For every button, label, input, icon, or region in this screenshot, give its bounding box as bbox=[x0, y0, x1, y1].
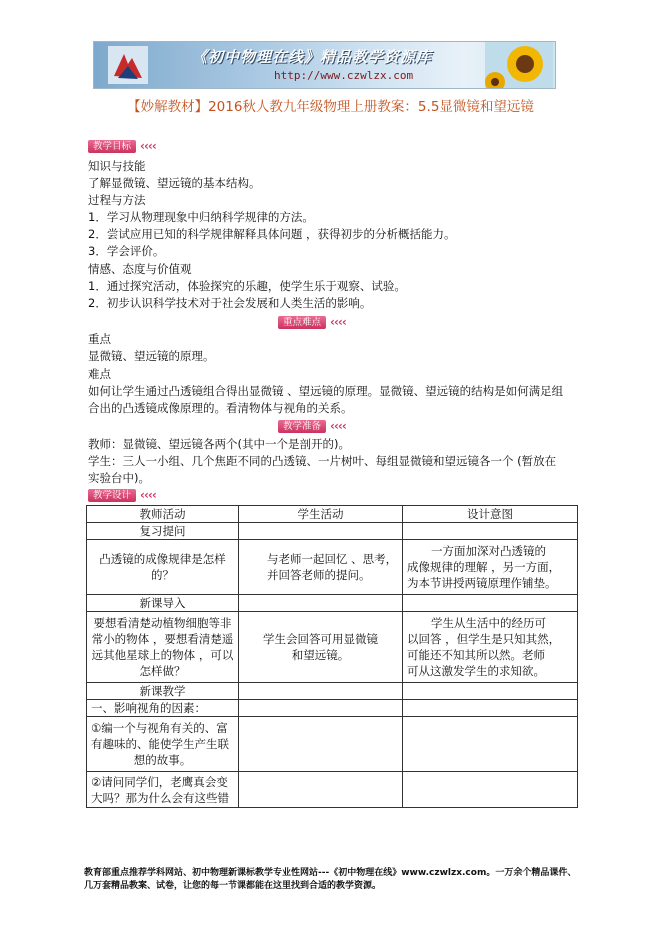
cell-line: ②请问同学们，老鹰真会变 bbox=[91, 774, 228, 789]
cell-line: 怎样做？ bbox=[139, 664, 186, 678]
cell-line: 大吗？那为什么会有这些错 bbox=[91, 790, 229, 805]
document-title: 【妙解教材】2016秋人教九年级物理上册教案：5.5显微镜和望远镜 bbox=[127, 99, 534, 115]
cell-line: 学生从生活中的经历可 bbox=[431, 616, 546, 630]
table-row bbox=[87, 523, 578, 540]
page-footer bbox=[84, 867, 576, 892]
header-banner bbox=[93, 41, 556, 89]
table-row bbox=[87, 595, 578, 612]
subsection-label: 一、影响视角的因素： bbox=[87, 700, 239, 717]
cell-line: 凸透镜的成像规律是怎样 bbox=[99, 552, 226, 566]
section-tag: 教学目标 bbox=[88, 140, 136, 153]
text-line: 3．学会评价。 bbox=[88, 244, 165, 258]
footer-line: 教育部重点推荐学科网站、初中物理新课标教学专业性网站---《初中物理在线》www.czwlzx.com。一万余个精品课件、 bbox=[84, 868, 577, 878]
text-line: 实验台中)。 bbox=[88, 471, 150, 485]
table-row bbox=[87, 700, 578, 717]
text-line: 如何让学生通过凸透镜组合得出显微镜 、望远镜的原理。显微镜、望远镜的结构是如何满足组 bbox=[88, 384, 564, 398]
table-row bbox=[87, 540, 578, 595]
teacher-cell bbox=[87, 717, 239, 772]
cell-line: 远其他星球上的物体 ，可以 bbox=[91, 648, 234, 662]
intent-cell bbox=[403, 612, 578, 683]
cell-line: 要想看清楚动植物细胞等非 bbox=[93, 616, 232, 630]
section-objectives bbox=[88, 140, 156, 153]
heading: 过程与方法 bbox=[88, 193, 146, 207]
text-line: 2．初步认识科学技术对于社会发展和人类生活的影响。 bbox=[88, 296, 372, 310]
student-cell bbox=[239, 540, 403, 595]
teacher-cell bbox=[87, 612, 239, 683]
text-line: 1．通过探究活动，体验探究的乐趣，使学生乐于观察、试验。 bbox=[88, 279, 406, 293]
cell-line: 的？ bbox=[151, 568, 174, 582]
text-line: 1．学习从物理现象中归纳科学规律的方法。 bbox=[88, 210, 314, 224]
section-design bbox=[88, 489, 156, 502]
table-header-row bbox=[87, 506, 578, 523]
text-line: 教师：显微镜、望远镜各两个(其中一个是剖开的)。 bbox=[88, 437, 350, 451]
cell-line: 成像规律的理解 ，另一方面， bbox=[407, 560, 561, 574]
table-row bbox=[87, 612, 578, 683]
student-cell bbox=[239, 612, 403, 683]
banner-title: 《初中物理在线》精品教学资源库 bbox=[192, 48, 433, 66]
sunflower-icon bbox=[485, 42, 553, 88]
table-row bbox=[87, 772, 578, 808]
column-header: 学生活动 bbox=[239, 506, 403, 523]
stage-label: 复习提问 bbox=[87, 523, 239, 540]
banner-url[interactable]: http://www.czwlzx.com bbox=[274, 69, 414, 82]
cell-line: 常小的物体 ，要想看清楚遥 bbox=[91, 632, 234, 646]
chevron-icon: ‹‹‹‹ bbox=[330, 419, 346, 433]
text-line: 学生：三人一小组、几个焦距不同的凸透镜、一片树叶、每组显微镜和望远镜各一个 (暂放在 bbox=[88, 454, 557, 468]
stage-label: 新课导入 bbox=[87, 595, 239, 612]
cell-line: ①编一个与视角有关的、富 bbox=[91, 721, 228, 735]
cell-line: 想的故事。 bbox=[133, 753, 192, 767]
column-header: 设计意图 bbox=[403, 506, 578, 523]
table-row bbox=[87, 683, 578, 700]
cell-line: 和望远镜。 bbox=[291, 648, 350, 662]
cell-line: 可能还不知其所以然。老师 bbox=[407, 648, 545, 662]
text-line: 合出的凸透镜成像原理的。看清物体与视角的关系。 bbox=[88, 401, 353, 415]
section-key-points bbox=[278, 316, 346, 329]
text-line: 显微镜、望远镜的原理。 bbox=[88, 349, 215, 363]
section-preparation bbox=[278, 420, 346, 433]
cell-line: 以回答 ，但学生是只知其然， bbox=[407, 632, 561, 646]
cell-line: 可从这激发学生的求知欲。 bbox=[407, 664, 545, 678]
text-line: 了解显微镜、望远镜的基本结构。 bbox=[88, 176, 261, 190]
heading: 难点 bbox=[88, 367, 111, 381]
chevron-icon: ‹‹‹‹ bbox=[330, 315, 346, 329]
cell-line: 为本节讲授两镜原理作铺垫。 bbox=[407, 576, 557, 590]
text-line: 2．尝试应用已知的科学规律解释具体问题 ，获得初步的分析概括能力。 bbox=[88, 227, 456, 241]
cell-line: 学生会回答可用显微镜 bbox=[263, 632, 378, 646]
section-tag: 教学设计 bbox=[88, 489, 136, 502]
intent-cell bbox=[403, 540, 578, 595]
table-row bbox=[87, 717, 578, 772]
cell-line: 一方面加深对凸透镜的 bbox=[431, 544, 546, 558]
heading: 情感、态度与价值观 bbox=[88, 262, 192, 276]
cell-line: 有趣味的、能使学生产生联 bbox=[91, 737, 229, 751]
stage-label: 新课教学 bbox=[87, 683, 239, 700]
column-header: 教师活动 bbox=[87, 506, 239, 523]
chevron-icon: ‹‹‹‹ bbox=[140, 139, 156, 153]
section-tag: 重点难点 bbox=[278, 316, 326, 329]
footer-line: 几万套精品教案、试卷，让您的每一节课都能在这里找到合适的教学资源。 bbox=[84, 880, 382, 891]
cell-line: 并回答老师的提问。 bbox=[267, 568, 371, 582]
teacher-cell bbox=[87, 540, 239, 595]
teacher-cell bbox=[87, 772, 239, 808]
heading: 知识与技能 bbox=[88, 159, 146, 173]
heading: 重点 bbox=[88, 332, 111, 346]
chevron-icon: ‹‹‹‹ bbox=[140, 488, 156, 502]
section-tag: 教学准备 bbox=[278, 420, 326, 433]
logo-icon bbox=[108, 46, 148, 84]
cell-line: 与老师一起回忆 、思考， bbox=[267, 552, 398, 566]
lesson-plan-table bbox=[86, 505, 578, 808]
